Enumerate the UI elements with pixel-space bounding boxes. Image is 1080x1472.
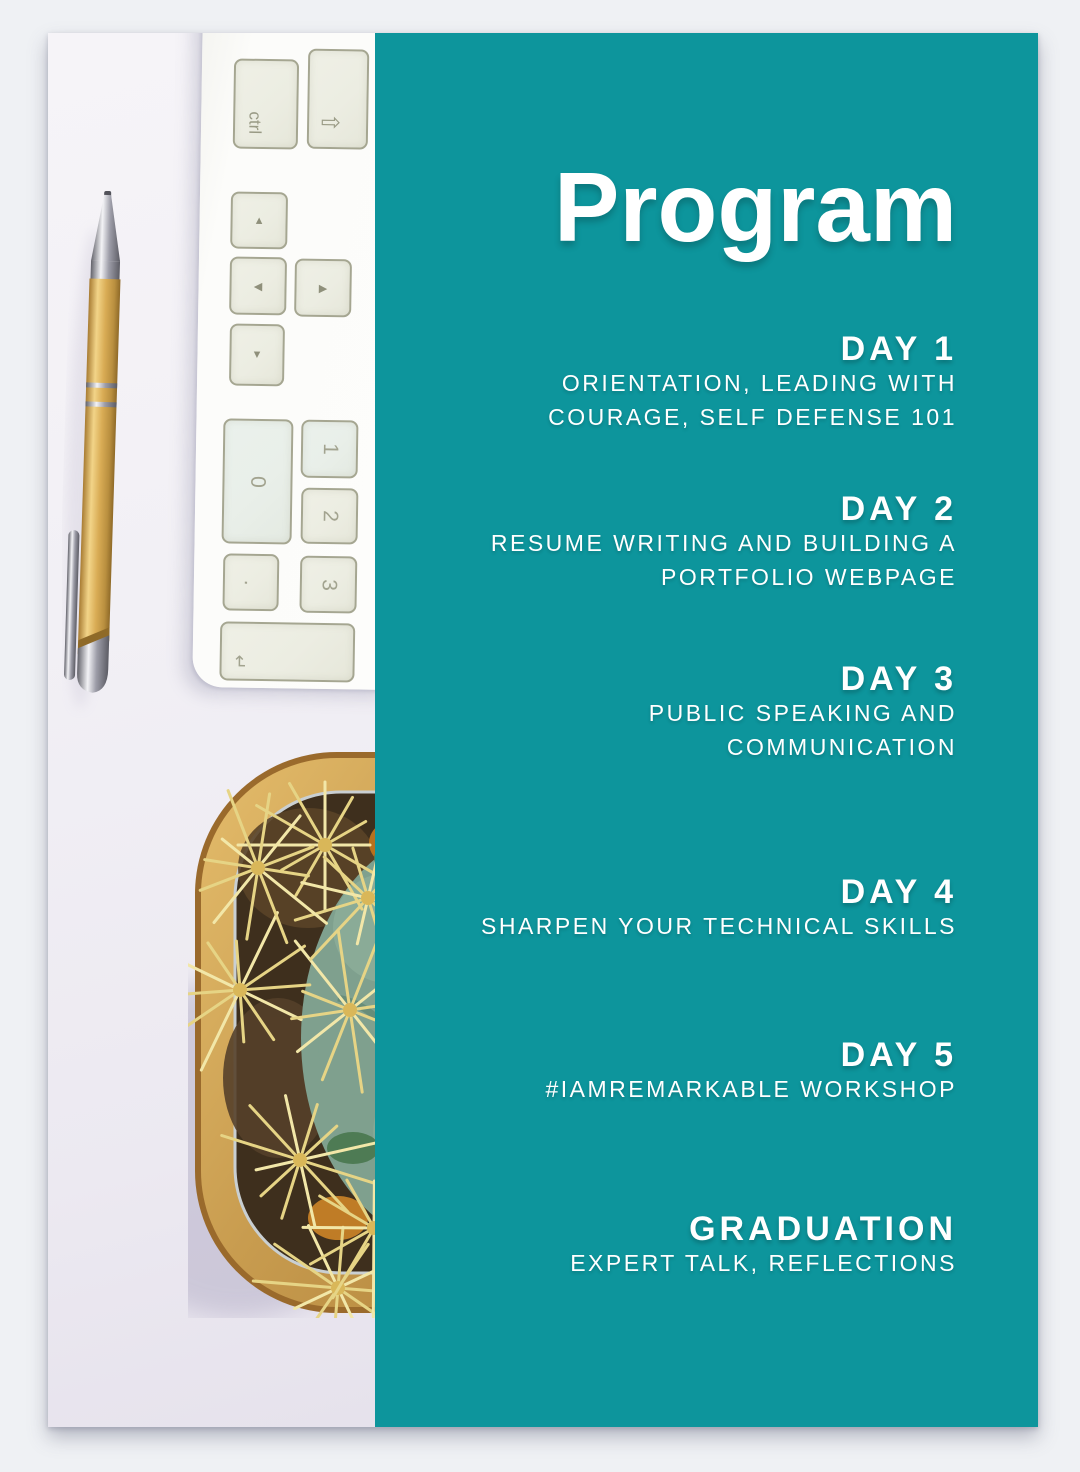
numpad-2-label: 2: [318, 510, 342, 523]
section-day-2: [491, 492, 957, 594]
numpad-2-key: [301, 488, 359, 545]
numpad-dot-label: .: [239, 579, 263, 586]
shift-icon: ⇧: [315, 112, 343, 133]
arrow-down-icon: ▼: [251, 348, 263, 361]
section-heading: DAY 2: [840, 490, 957, 528]
section-heading: GRADUATION: [689, 1210, 957, 1248]
poster-title: Program: [553, 152, 957, 262]
section-line: EXPERT TALK, REFLECTIONS: [570, 1250, 957, 1276]
numpad-0-label: 0: [246, 475, 270, 488]
section-heading: DAY 5: [840, 1036, 957, 1074]
section-line: #IAMREMARKABLE WORKSHOP: [545, 1076, 957, 1102]
arrow-left-key: [229, 256, 287, 315]
numpad-1-label: 1: [318, 443, 342, 456]
section-heading: DAY 1: [840, 330, 957, 368]
section-day-4: [481, 875, 957, 943]
section-line: COURAGE, SELF DEFENSE 101: [548, 404, 957, 430]
arrow-left-icon: ◀: [253, 280, 263, 293]
gold-pen: [62, 169, 162, 729]
section-day-5: [545, 1038, 957, 1106]
enter-icon: ↵: [229, 654, 250, 670]
section-heading: DAY 4: [840, 873, 957, 911]
section-line: RESUME WRITING AND BUILDING A: [490, 530, 957, 556]
section-line: ORIENTATION, LEADING WITH: [561, 370, 957, 396]
poster-page: [48, 33, 1038, 1427]
section-graduation: [570, 1212, 957, 1280]
section-day-3: [649, 662, 957, 764]
arrow-right-key: [294, 258, 352, 317]
numpad-0-key: [222, 418, 294, 544]
section-line: PORTFOLIO WEBPAGE: [661, 564, 957, 590]
arrow-up-icon: ▲: [253, 214, 265, 227]
cactus-pot: [188, 748, 375, 1318]
section-line: COMMUNICATION: [726, 734, 957, 760]
ctrl-key: [233, 58, 299, 149]
arrow-down-key: [229, 323, 285, 386]
numpad-3-label: 3: [317, 578, 341, 591]
arrow-up-key: [230, 191, 288, 249]
numpad-dot-key: [222, 553, 279, 611]
section-heading: DAY 3: [840, 660, 957, 698]
section-day-1: [548, 332, 957, 434]
section-line: PUBLIC SPEAKING AND: [648, 700, 957, 726]
desk-photo: [48, 33, 375, 1427]
numpad-3-key: [299, 556, 357, 614]
keyboard: [192, 33, 375, 690]
numpad-1-key: [301, 420, 359, 479]
enter-key: [219, 621, 355, 682]
ctrl-key-label: ctrl: [245, 111, 265, 135]
program-panel: [375, 33, 1038, 1427]
arrow-right-icon: ▶: [318, 282, 328, 295]
section-line: SHARPEN YOUR TECHNICAL SKILLS: [481, 913, 957, 939]
shift-key: [307, 49, 370, 150]
